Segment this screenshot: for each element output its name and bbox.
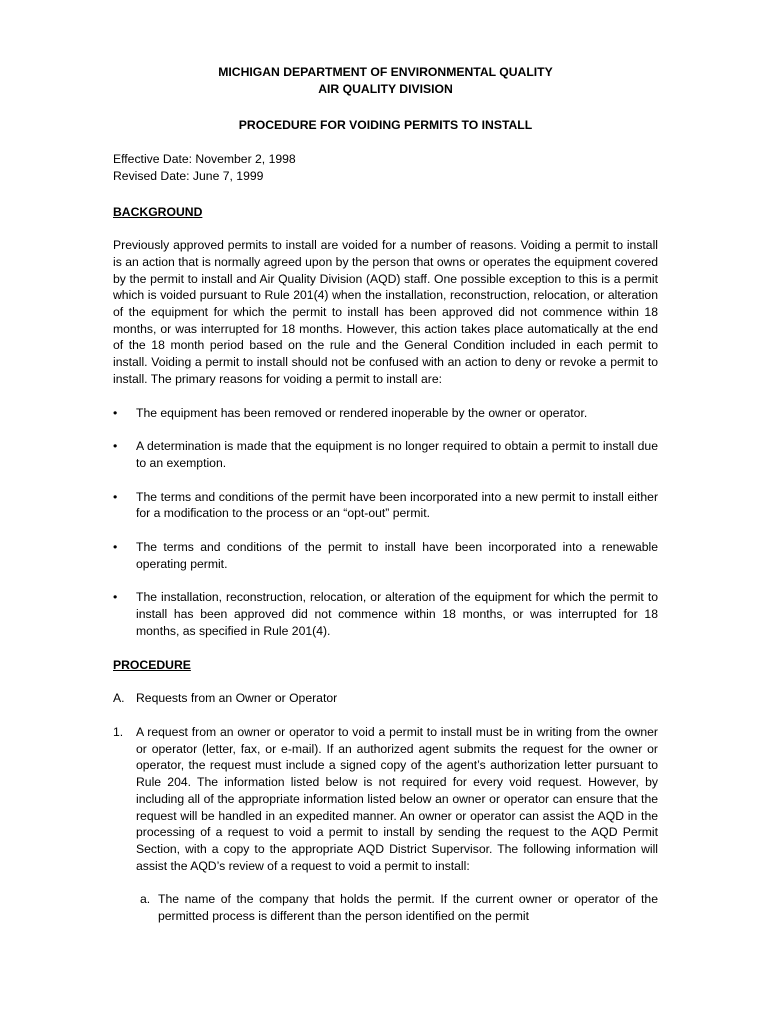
bullet-icon: • xyxy=(113,489,118,504)
item-a-text: The name of the company that holds the permit. If the current owner or operator of the permitted process is different than the person identified on the permit xyxy=(158,892,658,924)
bullet-icon: • xyxy=(113,405,118,420)
list-item: • The terms and conditions of the permit have been incorporated into a new permit to install either for a modification to the process or an “opt-out” permit. xyxy=(113,489,658,521)
bullet-icon: • xyxy=(113,590,118,605)
item-a-marker: a. xyxy=(140,892,151,907)
section-a-heading xyxy=(113,690,658,707)
division-name: AIR QUALITY DIVISION xyxy=(318,81,453,96)
procedure-item-1 xyxy=(113,724,658,874)
section-a-marker: A. xyxy=(113,691,125,706)
dates-block xyxy=(113,151,658,184)
list-item: • The installation, reconstruction, relocation, or alteration of the equipment for which the permit to install has been approved did not commence within 18 months, or was interrupted for 18 months, as specified in Rule 201(4). xyxy=(113,590,658,638)
section-a-title: Requests from an Owner or Operator xyxy=(136,691,338,706)
list-item: • A determination is made that the equipment is no longer required to obtain a permit to install due to an exemption. xyxy=(113,439,658,470)
reasons-list xyxy=(113,405,658,640)
bullet-icon: • xyxy=(113,540,118,555)
effective-date: Effective Date: November 2, 1998 xyxy=(113,152,296,167)
department-name: MICHIGAN DEPARTMENT OF ENVIRONMENTAL QUALITY xyxy=(218,65,553,79)
bullet-icon: • xyxy=(113,439,118,454)
background-heading: BACKGROUND xyxy=(113,204,203,219)
item-1-text: A request from an owner or operator to void a permit to install must be in writing from the owner or operator (letter, fax, or e-mail). If an authorized agent submits the request for the owner or operator, the request must include a signed copy of the agent’s authorization letter pursuant to Rule 204. The information listed below is not required for every void request. However, by including all of the appropriate information listed below an owner or operator can ensure that the request will be handled in an expedited manner. An owner or operator can assist the AQD in the processing of a request to void a permit to install by sending the request to the AQD Permit Section, with a copy to the appropriate AQD District Supervisor. The following information will assist the AQD’s review of a request to void a permit to install: xyxy=(136,724,658,873)
revised-date: Revised Date: June 7, 1999 xyxy=(113,168,264,183)
item-1-marker: 1. xyxy=(113,724,124,739)
list-item: • The terms and conditions of the permit to install have been incorporated into a renewable operating permit. xyxy=(113,540,658,571)
procedure-title: PROCEDURE FOR VOIDING PERMITS TO INSTALL xyxy=(238,118,533,133)
document-body xyxy=(113,64,658,925)
procedure-heading: PROCEDURE xyxy=(113,657,191,672)
list-item: • The equipment has been removed or rendered inoperable by the owner or operator. xyxy=(113,405,588,420)
procedure-item-a xyxy=(140,891,658,924)
background-paragraph: Previously approved permits to install are voided for a number of reasons. Voiding a permit to install is an action that is normally agreed upon by the person that owns or operates the equipment covered by the permit to install and Air Quality Division (AQD) staff. One possible exception to this is a permit which is voided pursuant to Rule 201(4) when the installation, reconstruction, relocation, or alteration of the equipment for which the permit to install has been approved did not commence within 18 months, or was interrupted for 18 months. However, this action takes place automatically at the end of the 18 month period based on the rule and the General Condition included in each permit to install. Voiding a permit to install should not be confused with an action to deny or revoke a permit to install. The primary reasons for voiding a permit to install are: xyxy=(113,238,658,386)
